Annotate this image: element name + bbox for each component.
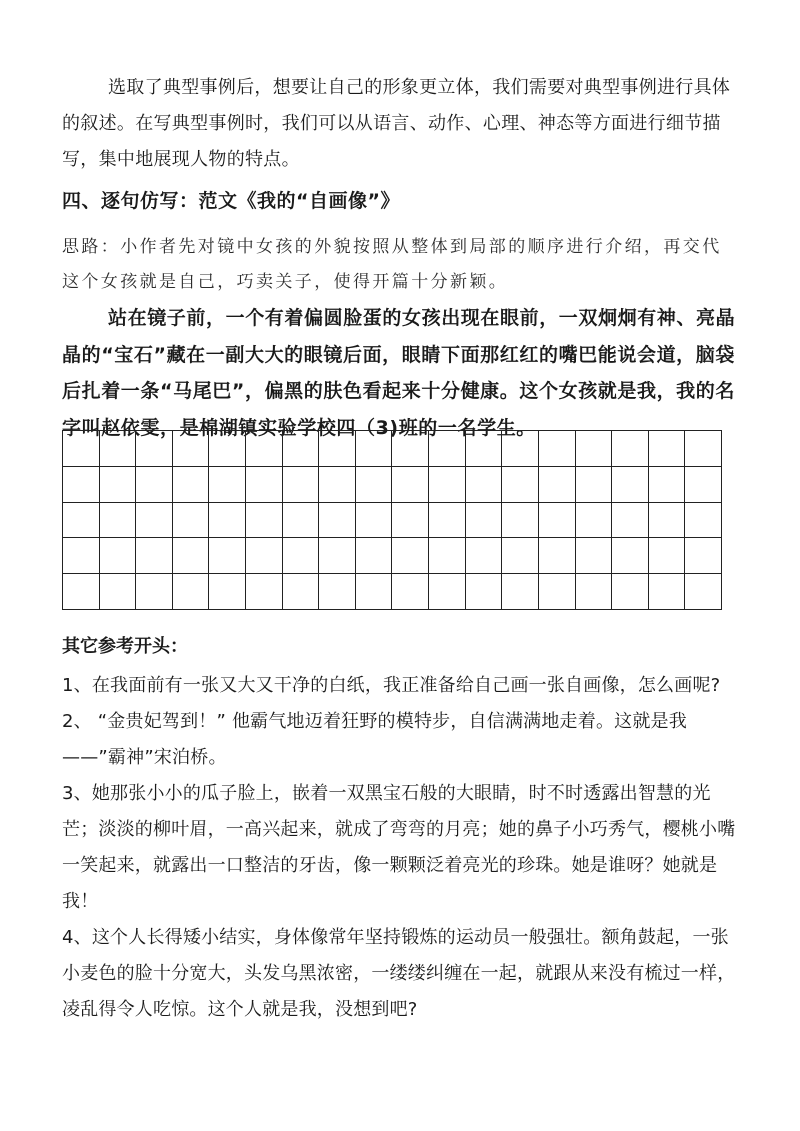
grid-cell <box>429 574 466 610</box>
grid-cell <box>429 431 466 467</box>
grid-cell <box>246 467 283 503</box>
grid-cell <box>612 574 649 610</box>
grid-cell <box>466 431 503 467</box>
grid-cell <box>685 431 722 467</box>
grid-cell <box>319 503 356 539</box>
grid-cell <box>392 431 429 467</box>
grid-cell <box>283 467 320 503</box>
grid-cell <box>319 574 356 610</box>
grid-cell <box>246 431 283 467</box>
example-paragraph: 站在镜子前，一个有着偏圆脸蛋的女孩出现在眼前，一双炯炯有神、亮晶晶的“宝石”藏在一副大大的眼镜后面，眼睛下面那红红的嘴巴能说会道，脑袋后扎着一条“马尾巴”，偏黑的肤色看起来十分健康。这个女孩就是我，我的名字叫赵依雯，是棉湖镇实验学校四（3)班的一名学生。 <box>62 307 736 439</box>
grid-cell <box>502 503 539 539</box>
grid-cell <box>136 431 173 467</box>
references-list <box>62 668 738 1028</box>
grid-cell <box>173 467 210 503</box>
thinking-paragraph: 思路：小作者先对镜中女孩的外貌按照从整体到局部的顺序进行介绍，再交代这个女孩就是自己，巧卖关子，使得开篇十分新颖。 <box>62 237 722 292</box>
grid-cell <box>209 467 246 503</box>
grid-cell <box>63 538 100 574</box>
reference-item: 1、在我面前有一张又大又干净的白纸，我正准备给自己画一张自画像，怎么画呢? <box>62 675 721 696</box>
grid-cell <box>539 574 576 610</box>
grid-cell <box>612 538 649 574</box>
grid-cell <box>685 467 722 503</box>
grid-cell <box>539 431 576 467</box>
grid-cell <box>356 467 393 503</box>
references-heading: 其它参考开头： <box>62 636 188 657</box>
grid-cell <box>209 538 246 574</box>
grid-cell <box>466 467 503 503</box>
grid-cell <box>209 431 246 467</box>
grid-cell <box>649 431 686 467</box>
grid-cell <box>612 467 649 503</box>
section-heading: 四、逐句仿写：范文《我的“自画像”》 <box>62 190 400 212</box>
grid-cell <box>612 503 649 539</box>
grid-cell <box>576 503 613 539</box>
writing-grid <box>62 430 722 610</box>
grid-cell <box>209 503 246 539</box>
grid-cell <box>685 574 722 610</box>
grid-cell <box>100 431 137 467</box>
grid-cell <box>392 467 429 503</box>
grid-cell <box>502 538 539 574</box>
grid-cell <box>356 538 393 574</box>
grid-cell <box>392 538 429 574</box>
grid-cell <box>466 574 503 610</box>
grid-cell <box>502 574 539 610</box>
grid-cell <box>429 467 466 503</box>
grid-cell <box>392 574 429 610</box>
grid-cell <box>173 503 210 539</box>
grid-cell <box>649 538 686 574</box>
grid-cell <box>283 574 320 610</box>
grid-cell <box>136 503 173 539</box>
grid-cell <box>63 503 100 539</box>
grid-cell <box>100 574 137 610</box>
grid-cell <box>136 574 173 610</box>
grid-cell <box>319 467 356 503</box>
intro-paragraph: 选取了典型事例后，想要让自己的形象更立体，我们需要对典型事例进行具体的叙述。在写典型事例时，我们可以从语言、动作、心理、神态等方面进行细节描写，集中地展现人物的特点。 <box>62 77 731 170</box>
grid-cell <box>283 503 320 539</box>
grid-cell <box>685 503 722 539</box>
grid-cell <box>576 574 613 610</box>
grid-cell <box>100 503 137 539</box>
grid-cell <box>63 574 100 610</box>
grid-cell <box>100 467 137 503</box>
grid-cell <box>356 431 393 467</box>
grid-cell <box>392 503 429 539</box>
reference-item: 3、她那张小小的瓜子脸上，嵌着一双黑宝石般的大眼睛，时不时透露出智慧的光芒；淡淡的柳叶眉，一高兴起来，就成了弯弯的月亮；她的鼻子小巧秀气，樱桃小嘴一笑起来，就露出一口整洁的牙齿，像一颗颗泛着亮光的珍珠。她是谁呀？她就是我！ <box>62 783 736 912</box>
grid-cell <box>319 538 356 574</box>
reference-item: 2、 “金贵妃驾到！” 他霸气地迈着狂野的模特步，自信满满地走着。这就是我——”霸神”宋泊桥。 <box>62 711 687 768</box>
grid-cell <box>246 574 283 610</box>
grid-cell <box>576 431 613 467</box>
grid-cell <box>319 431 356 467</box>
grid-cell <box>356 503 393 539</box>
grid-cell <box>356 574 393 610</box>
grid-cell <box>173 574 210 610</box>
grid-cell <box>685 538 722 574</box>
grid-cell <box>576 538 613 574</box>
grid-cell <box>502 431 539 467</box>
grid-cell <box>612 431 649 467</box>
grid-cell <box>539 467 576 503</box>
grid-cell <box>100 538 137 574</box>
grid-cell <box>466 538 503 574</box>
reference-item: 4、这个人长得矮小结实，身体像常年坚持锻炼的运动员一般强壮。额角鼓起，一张小麦色的脸十分宽大，头发乌黑浓密，一缕缕纠缠在一起，就跟从来没有梳过一样，凌乱得令人吃惊。这个人就是我，没想到吧? <box>62 927 736 1020</box>
grid-cell <box>136 467 173 503</box>
grid-cell <box>576 467 613 503</box>
grid-cell <box>209 574 246 610</box>
grid-cell <box>429 538 466 574</box>
grid-cell <box>173 431 210 467</box>
grid-cell <box>539 503 576 539</box>
grid-cell <box>649 574 686 610</box>
grid-cell <box>246 538 283 574</box>
grid-cell <box>502 467 539 503</box>
grid-cell <box>246 503 283 539</box>
grid-cell <box>63 431 100 467</box>
grid-cell <box>173 538 210 574</box>
grid-cell <box>63 467 100 503</box>
grid-cell <box>136 538 173 574</box>
grid-cell <box>466 503 503 539</box>
grid-cell <box>283 431 320 467</box>
grid-cell <box>649 503 686 539</box>
grid-cell <box>429 503 466 539</box>
grid-cell <box>649 467 686 503</box>
grid-cell <box>283 538 320 574</box>
grid-cell <box>539 538 576 574</box>
